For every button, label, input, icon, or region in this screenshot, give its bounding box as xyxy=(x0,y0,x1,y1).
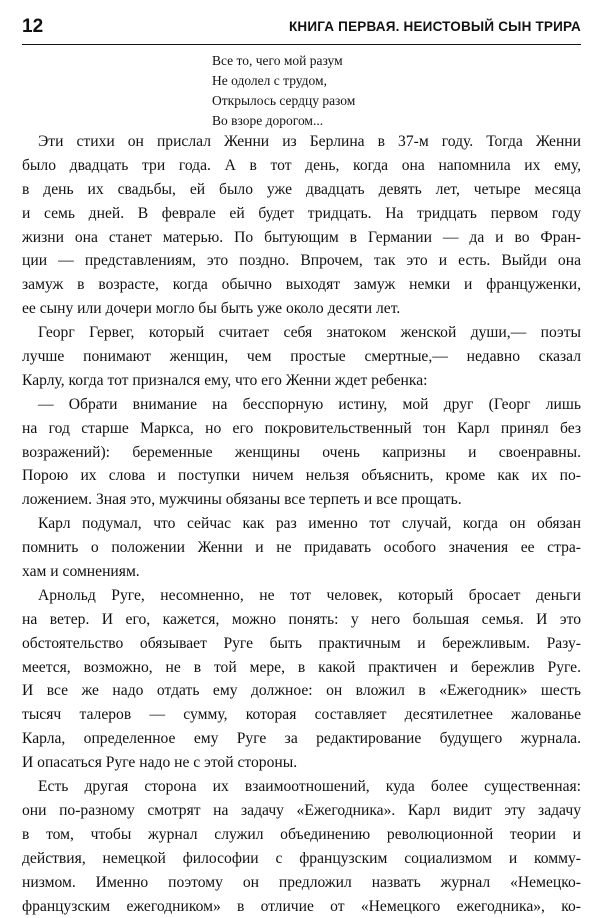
text-line: ции — представлениям, это поздно. Впрочем, так это и есть. Выйди она xyxy=(22,249,581,273)
text-line: Есть другая сторона их взаимоотношений, куда более существенная: xyxy=(22,775,581,799)
paragraph xyxy=(22,512,581,584)
text-line: ложением. Зная это, мужчины обязаны все терпеть и все прощать. xyxy=(22,488,581,512)
page-number: 12 xyxy=(22,12,43,42)
text-line: — Обрати внимание на бесспорную истину, мой друг (Георг лишь xyxy=(22,393,581,417)
running-head: КНИГА ПЕРВАЯ. НЕИСТОВЫЙ СЫН ТРИРА xyxy=(289,12,581,42)
text-line: меется, возможно, не в той мере, в какой практичен и бережлив Руге. xyxy=(22,656,581,680)
text-line: лучше понимают женщин, чем простые смертные,— недавно сказал xyxy=(22,345,581,369)
page-header xyxy=(22,12,581,42)
text-line: жизни она станет матерью. По бытующим в Германии — да и во Фран- xyxy=(22,226,581,250)
paragraph xyxy=(22,775,581,918)
text-line: Эти стихи он прислал Женни из Берлина в 37-м году. Тогда Женни xyxy=(22,130,581,154)
text-line: в том, чтобы журнал служил объединению революционной теории и xyxy=(22,823,581,847)
text-line: замуж в возрасте, когда обычно выходят замуж немки и француженки, xyxy=(22,273,581,297)
text-line: И опасаться Руге надо не с этой стороны. xyxy=(22,751,581,775)
paragraph xyxy=(22,584,581,775)
text-line: Карла, определенное ему Руге за редактирование будущего журнала. xyxy=(22,727,581,751)
text-line: возражений): беременные женщины очень капризны и своенравны. xyxy=(22,441,581,465)
text-line: Карлу, когда тот признался ему, что его Женни ждет ребенка: xyxy=(22,369,581,393)
text-line: они по-разному смотрят на задачу «Ежегодника». Карл видит эту задачу xyxy=(22,799,581,823)
paragraph xyxy=(22,130,581,321)
poem-line: Все то, чего мой разум xyxy=(212,51,512,71)
text-line: тысяч талеров — сумму, которая составляет десятилетнее жалованье xyxy=(22,703,581,727)
text-line: на ветер. И его, кажется, можно понять: у него большая семья. И это xyxy=(22,608,581,632)
text-line: на год старше Маркса, но его покровительственный тон Карл принял без xyxy=(22,417,581,441)
text-line: Порою их слова и поступки ничем нельзя объяснить, кроме как их по- xyxy=(22,464,581,488)
paragraph xyxy=(22,321,581,393)
text-line: в день их свадьбы, ей было уже двадцать девять лет, четыре месяца xyxy=(22,178,581,202)
text-line: помнить о положении Женни и не придавать особого значения ее стра- xyxy=(22,536,581,560)
text-line: Георг Гервег, который считает себя знатоком женской души,— поэты xyxy=(22,321,581,345)
text-line: было двадцать три года. А в тот день, когда она напомнила их ему, xyxy=(22,154,581,178)
header-rule xyxy=(22,44,581,45)
poem-line: Не одолел с трудом, xyxy=(212,71,512,91)
text-line: действия, немецкой философии с французским социализмом и комму- xyxy=(22,847,581,871)
text-line: Арнольд Руге, несомненно, не тот человек, который бросает деньги xyxy=(22,584,581,608)
text-line: Карл подумал, что сейчас как раз именно тот случай, когда он обязан xyxy=(22,512,581,536)
poem-line: Во взоре дорогом... xyxy=(212,111,512,131)
text-line: ее сыну или дочери могло бы быть уже около десяти лет. xyxy=(22,297,581,321)
text-line: низмом. Именно поэтому он предложил назвать журнал «Немецко- xyxy=(22,871,581,895)
text-line: французским ежегодником» в отличие от «Немецкого ежегодника», ко- xyxy=(22,895,581,918)
text-line: и семь дней. В феврале ей будет тридцать. На тридцать первом году xyxy=(22,202,581,226)
text-line: И все же надо отдать ему должное: он вложил в «Ежегодник» шесть xyxy=(22,679,581,703)
poem-epigraph xyxy=(212,51,512,131)
paragraph xyxy=(22,393,581,512)
poem-line: Открылось сердцу разом xyxy=(212,91,512,111)
text-line: хам и сомнениям. xyxy=(22,560,581,584)
text-line: обстоятельство обязывает Руге быть практичным и бережливым. Разу- xyxy=(22,632,581,656)
